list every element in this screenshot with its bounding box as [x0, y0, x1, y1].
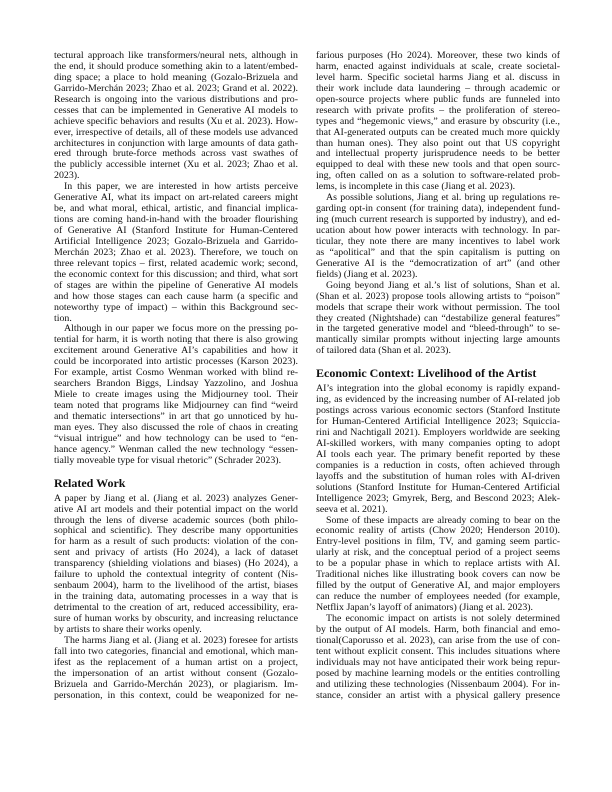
text-line: ularly at risk, and the conceptual period of a project seems [316, 548, 560, 559]
paragraph [54, 324, 298, 466]
text-line: ing, often called on as a solution to software-related prob- [316, 171, 560, 182]
paragraph [54, 636, 298, 702]
text-line: models that scrape their work without permission. The tool [316, 302, 560, 313]
text-line: layoffs and the substitution of human roles with AI-driven [316, 471, 560, 482]
text-line: in the training data, automating processes in a way that is [54, 592, 298, 603]
text-line: in the targeted generative model and “bleed-through” to se- [316, 324, 560, 335]
text-line: Brizuela and Garrido-Merchán 2023), or plagiarism. Im- [54, 679, 298, 690]
text-line: sophical and scientific). They describe many opportunities [54, 526, 298, 537]
text-line: can reduce the number of employees needed (for example, [316, 592, 560, 603]
paragraph [316, 51, 560, 193]
text-line: seeva et al. 2021). [316, 504, 388, 515]
text-line: tent without explicit consent. This includes situations where [316, 646, 560, 657]
text-line: Going beyond Jiang et al.’s list of solutions, Shan et al. [326, 280, 560, 291]
text-line: three relevant topics – first, related academic work; second, [54, 258, 298, 269]
text-line: tential for harm, it is worth noting that there is also growing [54, 335, 298, 346]
text-line: Research is ongoing into the various distributions and pro- [54, 94, 298, 105]
text-line: senbaum 2004), harm to the livelihood of the artist, biases [54, 581, 298, 592]
text-line: the end, it should produce something akin to a latent/embed- [54, 61, 298, 72]
text-line: ing (much current research is supported by industry), and ed- [316, 215, 560, 226]
text-line: “visual intrigue” and how technology can be used to “en- [54, 433, 298, 444]
text-line: AI-skilled workers, with many companies opting to adopt [316, 438, 560, 449]
text-line: architectures in conjunction with large amounts of data gath- [54, 138, 298, 149]
text-line: failure to uphold the contextual integrity of content (Nis- [54, 570, 298, 581]
text-line: AI’s integration into the global economy is rapidly expand- [316, 384, 560, 395]
text-line: fields) (Jiang et al. 2023). [316, 269, 418, 280]
text-line: Artificial Intelligence 2023; Gozalo-Brizuela and Garrido- [54, 236, 298, 247]
paragraph [54, 182, 298, 324]
text-line: Miele to create images using the Midjourney tool. Their [54, 390, 298, 401]
text-line: Some of these impacts are already coming to bear on the [326, 515, 560, 526]
text-line: For example, artist Cosmo Wenman worked with blind re- [54, 368, 298, 379]
text-line: their work include data laundering – through academic or [316, 83, 560, 94]
text-line: by the output of AI models. Harm, both financial and emo- [316, 624, 560, 635]
paragraph [316, 516, 560, 614]
text-line: tion. [54, 313, 72, 324]
text-line: level harm. Specific societal harms Jiang et al. discuss in [316, 72, 560, 83]
text-line: excitement around Generative AI’s capabilities and how it [54, 346, 298, 357]
paragraph [316, 614, 560, 702]
text-line: ticular, they note there are many incentives to label work [316, 236, 560, 247]
text-line: achieve specific behaviors and results (Xu et al. 2023). How- [54, 116, 298, 127]
text-line: Generative AI, what its impact on art-related careers might [54, 193, 298, 204]
text-line: rini and Nachtigall 2021). Employers worldwide are seeking [316, 428, 560, 438]
text-line: be, and what moral, ethical, artistic, and financial implica- [54, 204, 298, 215]
text-line: the impersonation of an artist without consent (Gozalo- [54, 668, 298, 679]
text-line: ever, irrespective of details, all of these models use advanced [54, 127, 298, 138]
text-line: research with private profits – the proliferation of stereo- [316, 105, 560, 116]
text-line: could be incorporated into artistic processes (Karson 2023). [54, 357, 298, 368]
text-line: filled by the output of Generative AI, and major employers [316, 581, 560, 592]
right-column [316, 51, 560, 701]
text-line: for harm as a result of such products: violation of the con- [54, 537, 298, 548]
text-line: ered through brute-force methods across vast swathes of [54, 149, 298, 160]
text-line: mantically similar prompts without injecting large amounts [316, 335, 560, 346]
text-line: open-source projects where public funds are funneled into [316, 94, 560, 105]
text-line: (Shan et al. 2023) propose tools allowing artists to “poison” [316, 291, 560, 302]
text-line: Netflix Japan’s layoff of animators) (Jiang et al. 2023). [316, 603, 534, 613]
text-line: Merchán 2023; Zhao et al. 2023). Therefore, we touch on [54, 247, 298, 258]
text-line: transparency (shielding violations and biases) (Ho 2024), a [54, 559, 298, 570]
text-line: posed by machine learning models or the entities controlling [316, 668, 560, 679]
text-line: Generative AI is the “democratization of art” (and other [316, 258, 560, 269]
text-line: solutions (Stanford Institute for Human-Centered Artificial [316, 482, 560, 493]
text-line: garding opt-in consent (for training data), independent fund- [316, 204, 560, 215]
text-line: searchers Brandon Biggs, Lindsay Yazzolino, and Joshua [54, 379, 298, 390]
text-line: As possible solutions, Jiang et al. bring up regulations re- [326, 193, 560, 204]
text-line: equipped to deal with these new tools and that open sourc- [316, 160, 560, 171]
text-line: types and “hegemonic views,” and erasure by obscurity (i.e., [316, 116, 560, 127]
text-line: to be a popular phase in which to replace artists with AI. [316, 559, 560, 570]
paragraph [54, 494, 298, 636]
text-line: of stages are within the pipeline of Generative AI models [54, 280, 298, 291]
text-line: companies is a reduction in costs, often achieved through [316, 460, 560, 471]
text-line: Intelligence 2023; Gmyrek, Berg, and Bescond 2023; Alek- [316, 493, 560, 504]
text-line: Entry-level positions in film, TV, and gaming seem partic- [316, 537, 560, 548]
text-line: and how those stages can each cause harm (a specific and [54, 291, 298, 302]
text-line: Garrido-Merchán 2023; Zhao et al. 2023; Grand et al. 2022). [54, 83, 298, 94]
text-line: they created (Nightshade) can “destabilize general features” [316, 313, 560, 324]
text-line: the publicly accessible internet (Xu et al. 2023; Zhao et al. [54, 160, 298, 171]
text-line: economic reality of artists (Chow 2020; Henderson 2010). [316, 526, 560, 537]
text-line: individuals may not have anticipated their work being repur- [316, 657, 560, 668]
text-line: A paper by Jiang et al. (Jiang et al. 2023) analyzes Gener- [54, 493, 298, 504]
text-line: team noted that programs like Midjourney can find “weird [54, 401, 298, 411]
text-line: and thematic intersections” in art that go unnoticed by hu- [54, 411, 298, 422]
text-line: as “apolitical” and that the spin capitalism is putting on [316, 247, 560, 258]
text-line: sent and privacy of artists (Ho 2024), a lack of dataset [54, 548, 298, 559]
text-line: tially moveable type for visual rhetoric” (Schrader 2023). [54, 455, 282, 466]
left-column [54, 51, 298, 701]
text-line: by artists to share their works openly. [54, 624, 202, 635]
text-line: the economic context for this discussion; and third, what sort [54, 269, 298, 280]
text-line: The economic impact on artists is not solely determined [326, 613, 560, 624]
paragraph [54, 51, 298, 182]
text-line: tions are coming hand-in-hand with the broader flourishing [54, 215, 298, 226]
text-line: Traditional niches like illustrating book covers can now be [316, 570, 560, 581]
text-line: than human ones). They also point out that US copyright [316, 138, 560, 149]
text-line: ative AI art models and their potential impact on the world [54, 504, 298, 515]
text-line: ifest as the replacement of a human artist on a project, [54, 657, 298, 668]
paragraph [316, 384, 560, 515]
text-line: ding space; a place to hold meaning (Gozalo-Brizuela and [54, 72, 298, 83]
text-line: The harms Jiang et al. (Jiang et al. 2023) foresee for artists [64, 635, 298, 646]
text-line: tional(Caporusso et al. 2023), can arise from the use of con- [316, 635, 560, 646]
text-line: harm, enacted against individuals at scale, create societal- [316, 61, 560, 72]
text-line: and intellectual property jurisprudence needs to be better [316, 149, 560, 160]
text-line: AI tools each year. The primary benefit reported by these [316, 449, 560, 460]
text-line: for Human-Centered Artificial Intelligence 2023; Squiccia- [316, 417, 560, 428]
text-line: tectural approach like transformers/neural nets, although in [54, 51, 298, 61]
text-line: man eyes. They also discussed the role of chaos in creating [54, 422, 298, 433]
text-line: Although in our paper we focus more on the pressing po- [64, 324, 298, 335]
text-line: lems, is incomplete in this case (Jiang et al. 2023). [316, 182, 516, 193]
text-line: of Generative AI (Stanford Institute for Human-Centered [54, 226, 298, 236]
text-line: postings across various economic sectors (Stanford Institute [316, 406, 560, 417]
text-line: ing, as evidenced by the increasing number of AI-related job [316, 395, 560, 406]
text-line: 2023). [54, 171, 80, 182]
section-heading: Related Work [54, 475, 126, 490]
text-line: fall into two categories, financial and emotional, which man- [54, 646, 298, 657]
text-line: and utilizing these technologies (Nissenbaum 2004). For in- [316, 679, 560, 690]
text-line: ucation about how power interacts with technology. In par- [316, 226, 560, 236]
text-line: sure of human works by obscurity, and increasing reluctance [54, 613, 298, 624]
text-line: personation, in this context, could be weaponized for ne- [54, 690, 298, 701]
section-heading: Economic Context: Livelihood of the Artist [316, 366, 537, 381]
text-line: cesses that can be implemented in Generative AI models to [54, 105, 298, 116]
text-line: hance agency.” Wenman called the new technology “essen- [54, 444, 298, 455]
text-line: that AI-generated outputs can be created much more quickly [316, 127, 560, 138]
text-line: farious purposes (Ho 2024). Moreover, these two kinds of [316, 51, 560, 61]
text-line: through the lens of diverse academic sources (both philo- [54, 515, 298, 526]
text-line: stance, consider an artist with a physical gallery presence [316, 690, 560, 701]
text-line: detrimental to the creation of art, reduced accessibility, era- [54, 603, 298, 613]
text-line: of tailored data (Shan et al. 2023). [316, 346, 451, 357]
text-line: In this paper, we are interested in how artists perceive [64, 182, 298, 193]
text-line: noteworthy type of impact) – within this Background sec- [54, 302, 298, 313]
paragraph [316, 193, 560, 281]
paragraph [316, 281, 560, 358]
